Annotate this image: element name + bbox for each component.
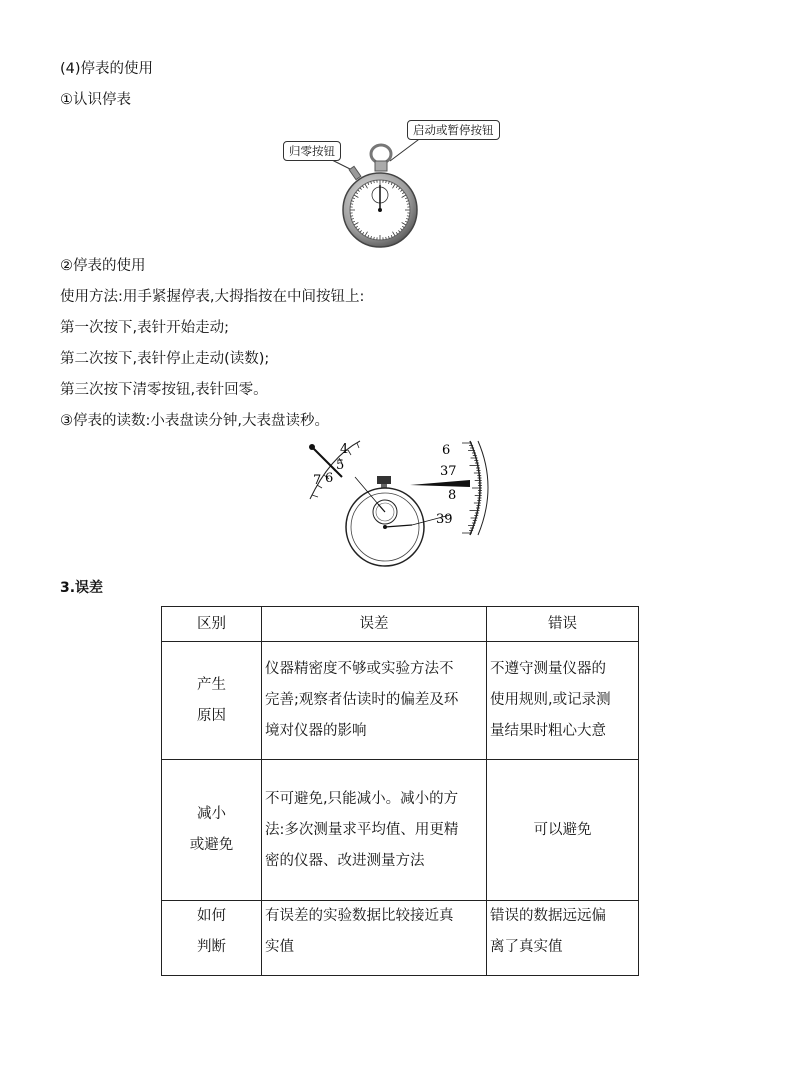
dial-tick (407, 216, 409, 217)
right-scale-label-1: 6 (442, 443, 451, 458)
reset-button-label: 归零按钮 (283, 141, 341, 161)
table-row (162, 901, 639, 976)
dial-tick (351, 216, 353, 217)
second-press: 第二次按下,表针停止走动(读数); (60, 351, 270, 367)
table-row (162, 760, 639, 901)
step-1-title: ①认识停表 (60, 92, 131, 108)
row-label-reduce: 减小 或避免 (162, 760, 262, 901)
dial-tick (386, 181, 387, 183)
right-scale-label-4: 39 (436, 512, 453, 527)
mistake-cell: 错误的数据远远偏 离了真实值 (487, 901, 639, 976)
dial-tick (374, 237, 375, 239)
error-cell: 不可避免,只能减小。减小的方 法:多次测量求平均值、用更精 密的仪器、改进测量方法 (262, 760, 487, 901)
section-heading-error: 3.误差 (60, 580, 104, 596)
step-3-title: ③停表的读数:小表盘读分钟,大表盘读秒。 (60, 413, 329, 429)
stopwatch-reading-figure (300, 437, 495, 567)
left-scale-label-2: 5 (336, 458, 345, 473)
row-label-judge: 如何 判断 (162, 901, 262, 976)
dial-tick (374, 181, 375, 183)
third-press: 第三次按下清零按钮,表针回零。 (60, 382, 268, 398)
error-cell: 有误差的实验数据比较接近真 实值 (262, 901, 487, 976)
left-scale-label-4: 7 (313, 473, 322, 488)
start-pause-button-label: 启动或暂停按钮 (407, 120, 500, 140)
header-cell: 区别 (162, 607, 262, 642)
left-scale-label-3: 6 (325, 471, 334, 486)
error-cell: 仪器精密度不够或实验方法不 完善;观察者估读时的偏差及环 境对仪器的影响 (262, 642, 487, 760)
section-heading-stopwatch: (4)停表的使用 (60, 61, 154, 77)
right-scale-label-3: 8 (448, 488, 457, 503)
left-scale-label-1: 4 (340, 442, 349, 457)
header-cell: 错误 (487, 607, 639, 642)
dial-tick (351, 204, 353, 205)
error-comparison-table (161, 606, 639, 976)
dial-tick (407, 204, 409, 205)
mistake-cell: 可以避免 (487, 760, 639, 901)
stopwatch-figure (282, 115, 522, 250)
stopwatch-reading-illustration (300, 437, 495, 567)
dial-tick (386, 237, 387, 239)
step-2-title: ②停表的使用 (60, 258, 146, 274)
header-cell: 误差 (262, 607, 487, 642)
table-header-row (162, 607, 639, 642)
usage-method: 使用方法:用手紧握停表,大拇指按在中间按钮上: (60, 289, 365, 305)
first-press: 第一次按下,表针开始走动; (60, 320, 229, 336)
row-label-cause: 产生 原因 (162, 642, 262, 760)
table-row (162, 642, 639, 760)
mistake-cell: 不遵守测量仪器的 使用规则,或记录测 量结果时粗心大意 (487, 642, 639, 760)
right-scale-label-2: 37 (440, 464, 457, 479)
